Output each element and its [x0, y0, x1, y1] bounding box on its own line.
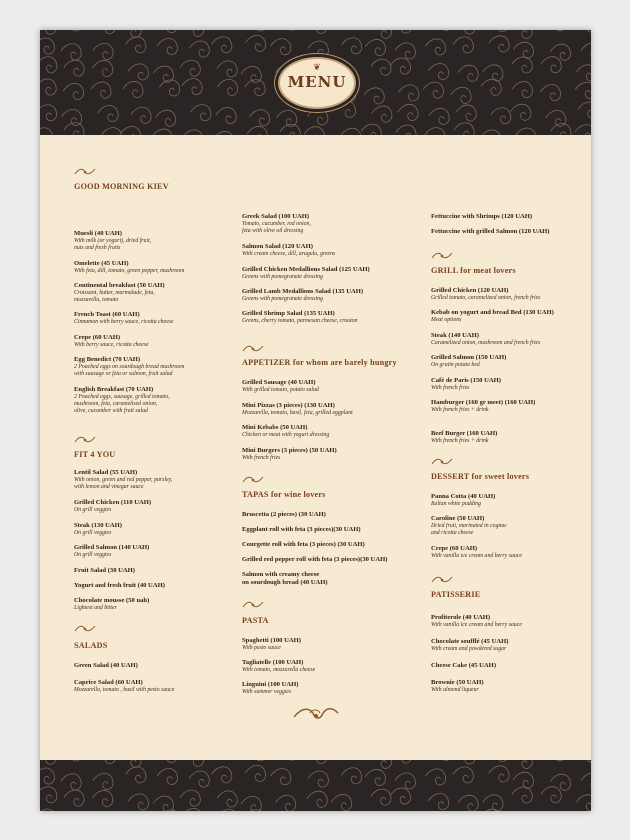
menu-sheet [40, 30, 591, 811]
item-name: Cheese Cake (45 UAH) [431, 662, 497, 669]
item-description: Meat options [431, 317, 462, 323]
ornament-icon [242, 343, 264, 353]
section-appetizer [242, 343, 412, 367]
item-name: Chocolate soufflé (45 UAH) [431, 638, 509, 645]
item-description: Chicken or meat with yogurt dressing [242, 432, 330, 438]
item-description: Caramelized onion, mushroom and french fries [431, 340, 541, 346]
menu-item [242, 379, 422, 394]
item-name: Kebab on yogurt and bread Bed (130 UAH) [431, 309, 554, 316]
item-description: Italian white pudding [431, 501, 481, 507]
ornament-icon [431, 250, 453, 260]
menu-item [431, 309, 591, 324]
item-name: French Toast (60 UAH) [74, 311, 140, 318]
item-description: With cream and powdered sugar [431, 646, 507, 652]
section-title: FIT 4 YOU [74, 450, 116, 459]
item-description: Cinnamon with berry sauce, ricotta cheese [74, 319, 174, 325]
section-tapas [242, 474, 412, 499]
item-description: With milk (or yogurt), dried fruit, nuts and fresh fruits [74, 238, 152, 251]
section-dessert [431, 456, 591, 481]
section-salads [74, 623, 244, 650]
menu-item [242, 571, 422, 587]
item-description: With french fries + drink [431, 407, 489, 413]
item-description: Lightest and bitter [74, 605, 117, 611]
item-description: Greens, cherry tomato, parmesan cheese, crouton [242, 318, 358, 324]
item-name: Salmon with creamy cheese on sourdough bread (40 UAH) [242, 571, 328, 586]
menu-item [74, 597, 254, 612]
menu-item [242, 266, 422, 281]
fleur-icon: ❦ [313, 63, 321, 73]
menu-item [74, 499, 254, 514]
menu-item [74, 567, 254, 575]
menu-item [242, 424, 422, 439]
section-title: APPETIZER for whom are barely hungry [242, 358, 397, 367]
menu-item [431, 515, 591, 537]
item-name: Green Salad (40 UAH) [74, 662, 138, 669]
item-description: Mozzarella, tomato , basil with pesto sauce [74, 687, 175, 693]
item-description: Greens with pomegranate dressing [242, 296, 323, 302]
menu-item [431, 213, 591, 221]
item-name: Crepe (60 UAH) [74, 334, 121, 341]
item-name: Beef Burger (160 UAH) [431, 430, 498, 437]
item-name: Grilled red pepper roll with feta (3 pieces)(30 UAH) [242, 556, 388, 563]
item-description: With onion, green and red pepper, parsley, with lemon and vinegar sauce [74, 477, 173, 490]
section-fit-4-you [74, 434, 244, 459]
menu-item [431, 228, 591, 236]
item-description: Greens with pomegranate dressing [242, 274, 323, 280]
menu-item [242, 541, 422, 549]
item-name: Chocolate mousse (50 uah) [74, 597, 150, 604]
menu-item [74, 522, 254, 537]
item-name: Crepe (60 UAH) [431, 545, 478, 552]
menu-item [242, 681, 422, 696]
item-name: Grilled Chicken (110 UAH) [74, 499, 152, 506]
item-name: English Breakfast (70 UAH) [74, 386, 154, 393]
item-name: Café de Paris (150 UAH) [431, 377, 501, 384]
item-description: Mozzarella, tomato, basil, feta, grilled eggplant [242, 410, 353, 416]
item-name: Muesli (40 UAH) [74, 230, 122, 237]
section-title: SALADS [74, 641, 108, 650]
menu-item [242, 526, 422, 534]
item-name: Greek Salad (100 UAH) [242, 213, 310, 220]
menu-item [242, 637, 422, 652]
menu-item [431, 377, 591, 392]
menu-item [74, 230, 254, 252]
menu-item [431, 614, 591, 629]
ornament-icon [74, 623, 96, 633]
item-description: With pesto sauce [242, 645, 281, 651]
menu-item [242, 213, 422, 235]
item-description: With berry sauce, ricotta cheese [74, 342, 149, 348]
item-description: With french fries [431, 385, 470, 391]
ornament-icon [242, 474, 264, 484]
ornament-icon [431, 456, 453, 466]
item-name: Grilled Salmon (150 UAH) [431, 354, 507, 361]
item-name: Continental breakfast (50 UAH) [74, 282, 165, 289]
menu-item [431, 679, 591, 694]
item-name: Egg Benedict (70 UAH) [74, 356, 141, 363]
item-name: Yogurt and fresh fruit (40 UAH) [74, 582, 165, 589]
menu-item [74, 260, 254, 275]
menu-item [74, 679, 254, 694]
swirl-pattern [40, 760, 591, 811]
item-name: Profiterole (40 UAH) [431, 614, 491, 621]
menu-item [242, 243, 422, 258]
menu-item [431, 332, 591, 347]
section-good-morning [74, 166, 244, 191]
menu-item [74, 282, 254, 304]
menu-item [242, 402, 422, 417]
item-name: Fettuccine with grilled Salmon (120 UAH) [431, 228, 550, 235]
menu-item [74, 544, 254, 559]
item-name: Grilled Shrimp Salad (135 UAH) [242, 310, 335, 317]
item-name: Fruit Salad (30 UAH) [74, 567, 135, 574]
menu-item [242, 288, 422, 303]
item-description: With almond liqueur [431, 687, 479, 693]
item-name: Eggplant roll with feta (3 pieces)(30 UAH) [242, 526, 361, 533]
item-name: Lentil Salad (55 UAH) [74, 469, 138, 476]
item-name: Grilled Lamb Medallions Salad (135 UAH) [242, 288, 364, 295]
item-description: On grill veggies [74, 530, 112, 536]
item-name: Salmon Salad (120 UAH) [242, 243, 313, 250]
menu-item [242, 511, 422, 519]
item-name: Tagliatelle (100 UAH) [242, 659, 304, 666]
menu-item [74, 582, 254, 590]
item-name: Grilled Chicken Medallions Salad (125 UAH) [242, 266, 370, 273]
menu-item [242, 556, 422, 564]
menu-item [431, 545, 591, 560]
menu-item [74, 334, 254, 349]
menu-item [431, 354, 591, 369]
menu-item [431, 287, 591, 302]
item-name: Linguini (100 UAH) [242, 681, 299, 688]
menu-item [431, 662, 591, 670]
section-title: PATISSERIE [431, 590, 481, 599]
item-description: With vanilla ice cream and berry sauce [431, 622, 522, 628]
ornament-icon [242, 599, 264, 609]
ornament-icon [431, 574, 453, 584]
section-title: GRILL for meat lovers [431, 266, 516, 275]
item-description: With tomato, mozzarella cheese [242, 667, 316, 673]
ornament-icon [74, 434, 96, 444]
item-name: Spaghetti (100 UAH) [242, 637, 301, 644]
section-patisserie [431, 574, 591, 599]
item-description: Dried fruit, marinated in cognac and ricotta cheese [431, 523, 507, 536]
section-title: PASTA [242, 616, 269, 625]
item-name: Fettuccine with Shrimps (120 UAH) [431, 213, 533, 220]
item-name: Panna Cotta (40 UAH) [431, 493, 496, 500]
item-name: Omelette (45 UAH) [74, 260, 129, 267]
item-description: With feta, dill, tomato, green pepper, mushroom [74, 268, 185, 274]
menu-title: MENU [287, 73, 347, 91]
item-name: Grilled Salmon (140 UAH) [74, 544, 150, 551]
item-description: With grilled tomato, potato salad [242, 387, 319, 393]
item-name: Mini Pizzas (3 pieces) (130 UAH) [242, 402, 335, 409]
item-name: Caprice Salad (60 UAH) [74, 679, 143, 686]
item-description: Tomato, cucumber, red onion, feta with olive oil dressing [242, 221, 311, 234]
menu-item [242, 659, 422, 674]
item-name: Steak (140 UAH) [431, 332, 479, 339]
bottom-pattern-band [40, 760, 591, 811]
item-name: Grilled Chicken (120 UAH) [431, 287, 509, 294]
footer-ornament-icon [292, 703, 340, 723]
section-title: DESSERT for sweet lovers [431, 472, 530, 481]
item-description: On grill veggies [74, 507, 112, 513]
section-pasta [242, 599, 412, 625]
section-title: GOOD MORNING KIEV [74, 182, 169, 191]
item-description: 2 Poached eggs on sourdough bread mushroom with sausage or feta or salmon, fruit salad [74, 364, 185, 377]
menu-item [242, 310, 422, 325]
item-name: Hamburger (160 gr meet) (160 UAH) [431, 399, 536, 406]
menu-item [74, 356, 254, 378]
menu-item [431, 430, 591, 445]
menu-item [431, 638, 591, 653]
item-name: Mini Kebabs (50 UAH) [242, 424, 308, 431]
item-description: With french fries [242, 455, 281, 461]
ornament-icon [74, 166, 96, 176]
item-description: Croissant, butter, marmalade, feta, mozzarella, tomato [74, 290, 155, 303]
menu-item [242, 447, 422, 462]
item-name: Caroline (50 UAH) [431, 515, 485, 522]
item-description: With summer veggies [242, 689, 292, 695]
menu-item [74, 662, 254, 670]
item-name: Courgette roll with feta (3 pieces) (30 UAH) [242, 541, 365, 548]
section-title: TAPAS for wine lovers [242, 490, 326, 499]
menu-item [74, 386, 254, 415]
item-name: Brownie (50 UAH) [431, 679, 484, 686]
item-description: 2 Poached eggs, sausage, grilled tomato, mushroom, feta, caramelised onion, olive, cucumber with fruit salad [74, 394, 170, 414]
item-description: On grill veggies [74, 552, 112, 558]
item-name: Bruscetta (2 pieces) (30 UAH) [242, 511, 326, 518]
section-grill [431, 250, 591, 275]
menu-item [74, 469, 254, 491]
item-name: Mini Burgers (3 pieces) (50 UAH) [242, 447, 337, 454]
menu-item [431, 399, 591, 414]
menu-item [74, 311, 254, 326]
item-description: With french fries + drink [431, 438, 489, 444]
item-description: With cream cheese, dill, arugula, greens [242, 251, 336, 257]
top-pattern-band [40, 30, 591, 135]
item-description: On gratin potato bed [431, 362, 480, 368]
item-name: Steak (130 UAH) [74, 522, 122, 529]
menu-title-badge [278, 57, 356, 109]
menu-item [431, 493, 591, 508]
item-description: Grilled tomato, caramelized onion, french fries [431, 295, 541, 301]
item-name: Grilled Sausage (40 UAH) [242, 379, 316, 386]
item-description: With vanilla ice cream and berry sauce [431, 553, 522, 559]
